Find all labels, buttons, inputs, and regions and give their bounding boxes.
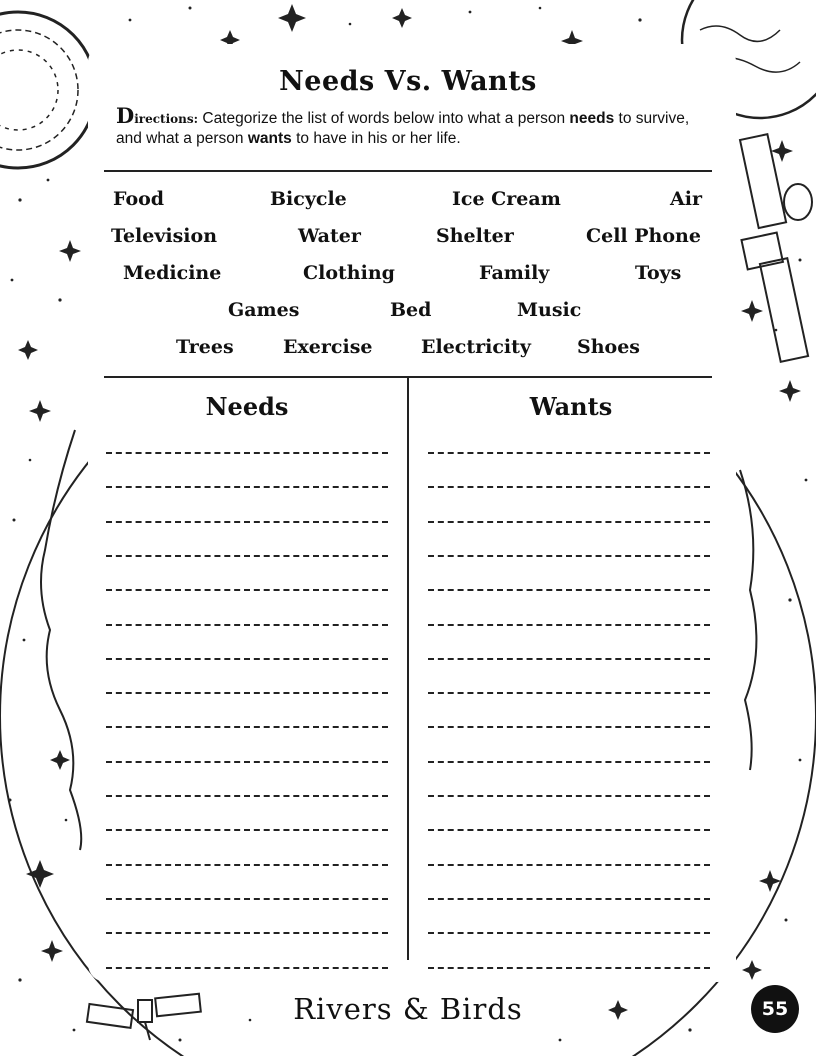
- answer-line[interactable]: [428, 795, 710, 797]
- word-bank-item: Cell Phone: [586, 225, 701, 247]
- page-number-badge: 55: [751, 985, 799, 1033]
- page-title: Needs Vs. Wants: [279, 66, 537, 97]
- word-bank-item: Ice Cream: [452, 188, 561, 210]
- answer-line[interactable]: [106, 452, 388, 454]
- needs-column-heading: Needs: [205, 392, 289, 421]
- answer-line[interactable]: [106, 589, 388, 591]
- answer-line[interactable]: [106, 692, 388, 694]
- wants-column-heading: Wants: [529, 392, 613, 421]
- answer-line[interactable]: [106, 624, 388, 626]
- word-bank-item: Shelter: [436, 225, 514, 247]
- answer-line[interactable]: [106, 932, 388, 934]
- column-divider: [407, 378, 409, 960]
- satellite-icon: [740, 134, 812, 362]
- directions-text: Directions: Categorize the list of words below into what a person needs to survive, and what a person wants to have in his or her life.: [116, 103, 690, 147]
- answer-line[interactable]: [106, 521, 388, 523]
- word-bank-item: Food: [113, 188, 165, 210]
- answer-line[interactable]: [428, 829, 710, 831]
- answer-line[interactable]: [428, 967, 710, 969]
- word-bank-top-rule: [104, 170, 712, 172]
- word-bank-item: Bicycle: [270, 188, 347, 210]
- answer-line[interactable]: [106, 486, 388, 488]
- word-bank-item: Shoes: [577, 336, 640, 358]
- answer-line[interactable]: [428, 658, 710, 660]
- answer-line[interactable]: [428, 692, 710, 694]
- answer-line[interactable]: [106, 726, 388, 728]
- word-bank-item: Television: [111, 225, 218, 247]
- answer-line[interactable]: [428, 898, 710, 900]
- answer-line[interactable]: [106, 967, 388, 969]
- answer-line[interactable]: [106, 864, 388, 866]
- worksheet-panel: [88, 44, 736, 982]
- word-bank-item: Bed: [390, 299, 432, 321]
- word-bank-item: Family: [479, 262, 550, 284]
- word-bank-item: Water: [298, 225, 361, 247]
- answer-line[interactable]: [106, 658, 388, 660]
- answer-line[interactable]: [428, 521, 710, 523]
- directions-label: Directions:: [116, 103, 199, 128]
- answer-line[interactable]: [428, 555, 710, 557]
- word-bank-item: Exercise: [283, 336, 373, 358]
- answer-line[interactable]: [106, 829, 388, 831]
- answer-line[interactable]: [428, 486, 710, 488]
- answer-line[interactable]: [428, 624, 710, 626]
- word-bank-item: Air: [670, 188, 702, 210]
- answer-line[interactable]: [106, 795, 388, 797]
- answer-line[interactable]: [428, 932, 710, 934]
- answer-line[interactable]: [106, 555, 388, 557]
- answer-line[interactable]: [428, 589, 710, 591]
- word-bank-item: Music: [517, 299, 582, 321]
- answer-line[interactable]: [106, 761, 388, 763]
- answer-line[interactable]: [428, 864, 710, 866]
- answer-line[interactable]: [428, 452, 710, 454]
- brand-footer: Rivers & Birds: [293, 992, 523, 1026]
- answer-line[interactable]: [106, 898, 388, 900]
- word-bank-item: Electricity: [421, 336, 531, 358]
- answer-line[interactable]: [428, 761, 710, 763]
- answer-line[interactable]: [428, 726, 710, 728]
- word-bank-item: Medicine: [123, 262, 222, 284]
- word-bank-item: Clothing: [303, 262, 395, 284]
- word-bank-item: Toys: [635, 262, 682, 284]
- word-bank-item: Trees: [176, 336, 234, 358]
- word-bank-item: Games: [228, 299, 300, 321]
